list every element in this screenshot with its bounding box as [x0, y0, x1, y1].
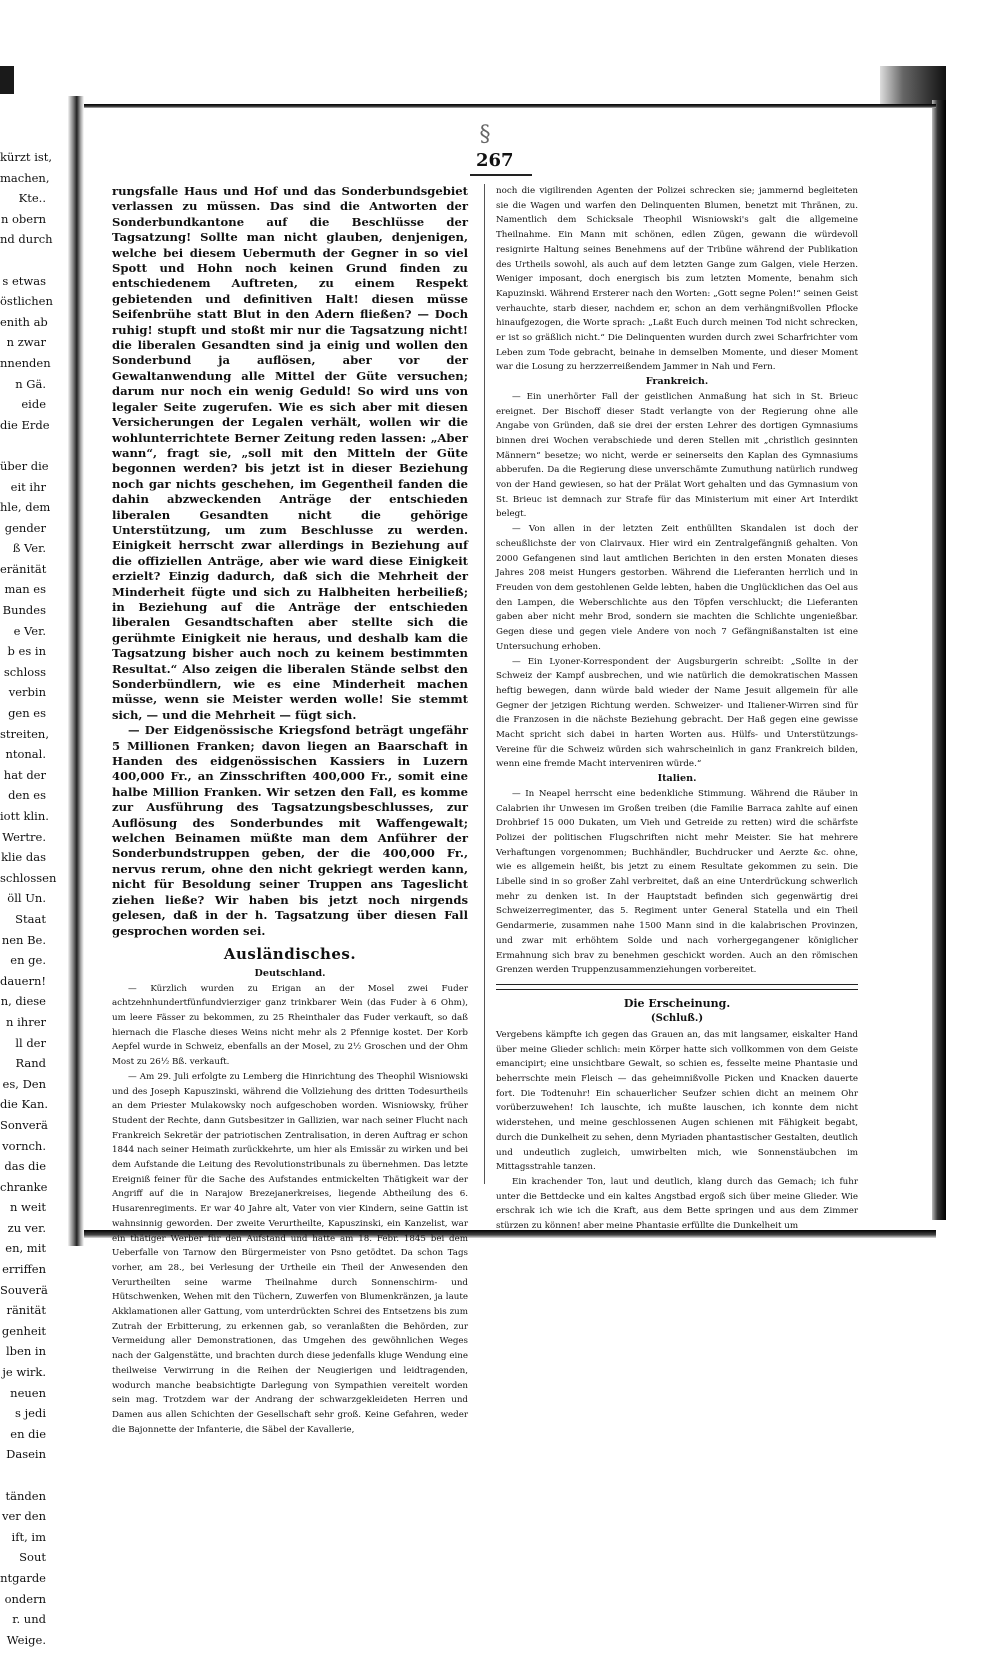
previous-page-fragment: n obern [0, 211, 46, 226]
scan-edge-right [932, 100, 946, 1220]
previous-page-fragment: verbin [8, 685, 46, 700]
previous-page-fragment: n Gä. [15, 376, 46, 391]
previous-page-fragment: n ihrer [6, 1014, 46, 1029]
previous-page-fragment: nen Be. [1, 932, 46, 947]
article-paragraph: — Von allen in der letzten Zeit enthüllten Skandalen ist doch der scheußlichste der von Clairvaux. Hier wird ein Zentralgefängniß gehalten. Von 2000 Gefangenen sind laut amtlichen Berichten in den ersten Monaten dieses Jahres 208 meist Hungers gestorben. Während die Lieferanten herrlich und in Freuden von dem gestohlenen Gelde lebten, haben die Unglücklichen das Oel aus den Lampen, die Weberschlichte aus den Töpfen verschluckt; die Lieferanten gaben aber nicht mehr Brod, sondern sie machten die Schlichte ungenießbar. Gegen diese und gegen viele Andere von noch 7 Gefängnißanstalten ist eine Untersuchung erhoben. [496, 524, 858, 652]
previous-page-fragment: chranke [0, 1179, 48, 1194]
previous-page-fragment: en, mit [5, 1241, 46, 1256]
previous-page-fragment: ß Ver. [12, 541, 46, 556]
previous-page-fragment: zu ver. [7, 1220, 46, 1235]
country-heading: Deutschland. [254, 967, 326, 979]
previous-page-fragment: nd durch [0, 232, 53, 247]
previous-page-fragment: gender [4, 520, 46, 535]
right-column [496, 184, 858, 1232]
scan-edge-top-right [880, 66, 946, 104]
previous-page-fragment: Weige. [6, 1632, 46, 1647]
previous-page-fragment: Rand [15, 1056, 46, 1071]
previous-page-fragment: eränität [0, 561, 47, 576]
previous-page-fragment: Staat [15, 911, 46, 926]
previous-page-fragment: östlichen [0, 294, 53, 309]
previous-page-fragment: gen es [8, 706, 46, 721]
article-paragraph: — Ein unerhörter Fall der geistlichen Anmaßung hat sich in St. Brieuc ereignet. Der Bischoff dieser Stadt verlangte von der Regierung ohne alle Angabe von Gründen, daß sie drei der ersten Lehrer des dortigen Gymnasiums binnen drei Wochen verabschiede und deren Stellen mit „christlich gesinnten Männern“ besetze; wo nicht, werde er seinerseits den Kaplan des Gymnasiums abberufen. Da die Regierung diese unverschämte Zumuthung natürlich rundweg von der Hand gewiesen, so hat der Prälat Wort gehalten und das Gymnasium von St. Brieuc ist demnach zur Strafe für das Ministerium mit einer Art Interdikt belegt. [496, 391, 858, 520]
page-fold-shadow [68, 96, 84, 1246]
previous-page-fragment: schloss [3, 664, 46, 679]
previous-page-fragment: nnenden [0, 355, 51, 370]
previous-page-fragment: je wirk. [2, 1365, 46, 1380]
top-border-rule [84, 104, 936, 108]
previous-page-fragment: s jedi [15, 1406, 46, 1421]
article-paragraph: — In Neapel herrscht eine bedenkliche Stimmung. Während die Räuber in Calabrien ihr Unwesen im Großen treiben (die Familie Barraca zahlte auf einen Drohbrief 15 000 Dukaten, um Vieh und Getreide zu retten) wird die schärfste Polizei der politischen Flugschriften nicht mehr Meister. Sie hat mehrere Verhaftungen vorgenommen; Buchhändler, Buchdrucker und Aerzte &c. ohne, wie es allgemein heißt, bis jetzt zu einem Resultate gekommen zu sein. Die Libelle sind in so großer Zahl verbreitet, daß an eine Unterdrückung schwerlich mehr zu denken ist. In der Hauptstadt befinden sich gegenwärtig drei Schweizerregimenter, das 5. Regiment unter General Statella und ein Theil Gendarmerie, zusammen nahe 1500 Mann sind in die kalabrischen Provinzen, und zwar mit erhöhtem Solde und nach vorhergegangener königlicher Ermahnung sich brav zu benehmen geschickt worden. Auch an den römischen Grenzen werden Truppenzusammenziehungen vorbereitet. [496, 788, 858, 976]
previous-page-sliver [0, 150, 57, 1647]
previous-page-fragment: Wertre. [2, 829, 46, 844]
previous-page-fragment: erriffen [2, 1262, 46, 1277]
previous-page-fragment: b es in [7, 644, 46, 659]
column-divider [484, 184, 485, 1184]
previous-page-fragment [0, 1468, 50, 1489]
story-title: Die Erscheinung. [623, 996, 731, 1010]
previous-page-fragment: das die [4, 1159, 46, 1174]
previous-page-fragment: hat der [3, 767, 46, 782]
previous-page-fragment: es, Den [2, 1076, 46, 1091]
section-separator [496, 984, 858, 990]
previous-page-fragment: über die [0, 458, 49, 473]
previous-page-fragment: e Ver. [13, 623, 46, 638]
previous-page-fragment: iott klin. [0, 809, 49, 823]
previous-page-fragment: lben in [6, 1344, 46, 1359]
country-heading: Frankreich. [645, 376, 709, 388]
previous-page-fragment: dauern! [0, 973, 46, 988]
article-paragraph: Ein krachender Ton, laut und deutlich, klang durch das Gemach; ich fuhr unter die Bettdecke und ein kaltes Angstbad ergoß sich über meine Glieder. Wie erschrak ich wie ich die Kraft, aus dem Bette springen und aus dem Zimmer stürzen zu können! aber meine Phantasie erfüllte die Dunkelheit um [496, 1177, 858, 1232]
previous-page-fragment: vornch. [2, 1138, 46, 1153]
previous-page-fragment: n weit [9, 1200, 46, 1215]
previous-page-fragment: ift, im [11, 1529, 46, 1544]
article-paragraph: Vergebens kämpfte ich gegen das Grauen an, das mit langsamer, eiskalter Hand über meine Glieder schlich: mein Körper hatte sich vollkommen von dem Geiste emancipirt; eine unsichtbare Gewalt, so schien es, fesselte meine Phantasie und beherrschte mein Fleisch — das geheimnißvolle Picken und Knacken dauerte fort. Die Todtenuhr! Ein schauerlicher Seufzer schien dicht an meinem Ohr vorüberzuwehen! Ich lauschte, ich mußte lauschen, ich konnte dem nicht widerstehen, und meine geschlossenen Augen schienen mit Fähigkeit begabt, durch die Dunkelheit zu sehen, denn Myriaden phantastischer Gestalten, deutlich und undeutlich zugleich, umwirbelten mich, wie Sonnenstäubchen im Mittagsstrahle tanzen. [496, 1029, 858, 1173]
previous-page-fragment: öll Un. [7, 891, 46, 906]
previous-page-fragment [0, 253, 50, 274]
article-paragraph: — Der Eidgenössische Kriegsfond beträgt ungefähr 5 Millionen Franken; davon liegen an Baarschaft in Handen des eidgenössischen Kassiers in Luzern 400,000 Fr., an Zinsschriften 400,000 Fr., somit eine halbe Million Franken. Wir setzen den Fall, es komme zur Ausführung des Tagsatzungsbeschlusses, zur Auflösung des Sonderbundes mit Waffengewalt; welchen Beinamen müßte man dem Anführer der Sonderbundstruppen geben, der die 400,000 Fr., nervus rerum, ohne den nicht gekriegt werden kann, nicht für Besoldung seiner Truppen ans Tageslicht ziehen ließe? Wir haben bis jetzt noch nirgends gelesen, daß in der h. Tagsatzung über diesen Fall gesprochen worden sei. [112, 723, 468, 938]
previous-page-fragment: streiten, [0, 726, 49, 741]
previous-page-fragment: Kte.. [18, 191, 46, 206]
previous-page-fragment: ntonal. [5, 747, 46, 762]
article-paragraph: — Ein Lyoner-Korrespondent der Augsburgerin schreibt: „Sollte in der Schweiz der Kampf ausbrechen, und wie natürlich die demokratischen Massen heftig bewegen, dann würde bald wieder der Name Jesuit allgemein für alle Gegner der jetzigen Richtung werden. Schweizer- und Italiener-Wirren sind für die Franzosen in die nächste Beziehung gebracht. Der Haß gegen eine gewisse Macht spricht sich dabei in harten Worten aus. Hülfs- und Unterstützungs-Vereine für die Schweiz würden sich wahrscheinlich in ganz Frankreich bilden, wenn eine fremde Macht interveniren würde.“ [496, 656, 858, 770]
previous-page-fragment: r. und [12, 1612, 46, 1627]
previous-page-fragment: genheit [1, 1323, 46, 1338]
section-heading: Ausländisches. [223, 944, 357, 963]
previous-page-fragment: s etwas [2, 273, 46, 288]
previous-page-fragment [0, 438, 50, 459]
previous-page-fragment: ränität [6, 1303, 46, 1318]
previous-page-fragment: neuen [10, 1385, 46, 1400]
previous-page-fragment: n zwar [6, 335, 46, 350]
previous-page-fragment: ntgarde [0, 1570, 46, 1585]
previous-page-fragment: tänden [5, 1488, 46, 1503]
previous-page-fragment: n, diese [0, 994, 46, 1009]
previous-page-fragment: ver den [1, 1509, 46, 1524]
article-paragraph: — Am 29. Juli erfolgte zu Lemberg die Hinrichtung des Theophil Wisniowski und des Joseph Kapuszinski, während die Vollziehung des dritten Todesurtheils an dem Priester Mulakowsky noch aufgeschoben worden. Wisniowsky, früher Student der Rechte, dann Gutsbesitzer in Gallizien, war nach seiner Flucht nach Frankreich Sekretär der patriotischen Zentralisation, in deren Auftrag er schon 1844 nach seiner Heimath zurückkehrte, um hier als Emissär zu wirken und bei dem Aufstande die Leitung des Revolutionstribunals zu übernehmen. Das letzte Ereigniß feiner für die Sache des Aufstandes entmickelten Thätigkeit war der Angriff auf die in Narajow Brezejanerkreises, liegende Abtheilung des 6. Husarenregiments. Er war 40 Jahre alt, Vater von vier Kindern, seine Gattin ist wahnsinnig geworden. Der zweite Verurtheilte, Kapuszinski, ein Kanzelist, war ein thätiger Werber für den Aufstand und hatte am 18. Febr. 1845 bei dem Ueberfalle von Tarnow den Bürgermeister von Psno getödtet. Da schon Tags vorher, am 28., bei Verlesung der Urtheile ein Theil der Anwesenden den Verurtheilten seine warme Theilnahme durch Sonnenschirm- und Hütschwenken, Wehen mit den Tüchern, Zuwerfen von Blumenkränzen, ja laute Akklamationen aller Gattung, vom unterdrückten Schrei des Entsetzens bis zum Zutrah der Erbitterung, zu erkennen gab, so veranlaßten die Behörden, zur Vermeidung aller Demonstrationen, das Umgehen des gewöhnlichen Weges nach der Galgenstätte, und brachten durch diese jedenfalls kluge Wendung eine theilweise Verwirrung in die Reihen der Neugierigen und leidtragenden, wodurch manche beabsichtigte Darlegung von Sympathien vereitelt worden sein mag. Trotzdem war der Andrang der schwarzgekleideten Herren und Damen aus allen Schichten der Gesellschaft sehr groß. Keine Gefahren, weder die Bajonnette der Infanterie, die Säbel der Kavallerie, [112, 1071, 468, 1435]
page-number: 267 [476, 150, 514, 171]
previous-page-fragment: den es [8, 788, 46, 803]
previous-page-fragment: Bundes [2, 603, 46, 618]
previous-page-fragment: machen, [0, 170, 50, 185]
previous-page-fragment: eit ihr [10, 479, 46, 494]
previous-page-fragment: kürzt ist, [0, 150, 53, 164]
previous-page-fragment: en ge. [10, 953, 46, 968]
previous-page-fragment: Souverä [0, 1282, 48, 1297]
article-paragraph: noch die vigilirenden Agenten der Polizei schrecken sie; jammernd begleiteten sie die Wagen und warfen den Delinquenten Blumen, benetzt mit Thränen, zu. Namentlich dem Schicksale Theophil Wisniowski's galt die allgemeine Theilnahme. Ein Mann mit schönen, edlen Zügen, gewann die würdevoll resignirte Haltung seines Benehmens auf der Tribüne während der Publikation des Urtheils sowohl, als auch auf dem letzten Gange zum Galgen, viele Herzen. Weniger imposant, doch energisch bis zum letzten Momente, benahm sich Kapuzinski. Während Ersterer nach den Worten: „Gott segne Polen!“ seinen Geist verhauchte, starb dieser, nachdem er, schon an dem verhängnißvollen Pflocke hinaufgezogen, die Worte sprach: „Laßt Euch durch meinen Tod nicht schrecken, er ist so gräßlich nicht.“ Die Delinquenten wurden durch zwei Scharfrichter vom Leben zum Tode gebracht, beinahe in demselben Momente, und dieser Moment war die Losung zu herzzerreißendem Jammer in Nah und Fern. [496, 186, 858, 373]
previous-page-fragment: klie das [1, 850, 46, 865]
story-subtitle: (Schluß.) [650, 1012, 704, 1024]
country-heading: Italien. [657, 773, 697, 785]
article-paragraph: rungsfalle Haus und Hof und das Sonderbundsgebiet verlassen zu müssen. Das sind die Antworten der Sonderbundkantone auf die Beschlüsse der Tagsatzung! Sollte man nicht glauben, denjenigen, welche bei diesem Uebermuth der Gegner in so viel Spott und Hohn noch keinen Grund finden zu entschiedenem Auftreten, zu einem Respekt gebietenden und definitiven Halt! diesen müsse Seifenbrühe statt Blut in den Adern fließen? — Doch ruhig! stupft und stoßt mir nur die Tagsatzung nicht! die liberalen Gesandten sind ja einig und wollen den Sonderbund ja auflösen, aber vor der Gewaltanwendung alle Mittel der Güte versuchen; darum nur noch ein wenig Geduld! So wird uns von legaler Seite zugerufen. Wie es sich aber mit diesen Versicherungen der Legalen verhält, wollen wir die wohlunterrichtete Berner Zeitung reden lassen: „Aber wann“, fragt sie, „soll mit den Mitteln der Güte begonnen werden? bis jetzt ist in dieser Beziehung noch gar nichts geschehen, im Gegentheil fanden die dahin abzweckenden Anträge der entschieden liberalen Gesandten nicht die gehörige Unterstützung, um zum Beschlusse zu werden. Einigkeit herrscht zwar allerdings in Beziehung auf die offiziellen Anträge, aber wie ward diese Einigkeit erzielt? Einzig dadurch, daß sich die Mehrheit der Minderheit fügte und sich zu Halbheiten herbeiließ; in Beziehung auf die Anträge der entschieden liberalen Gesandtschaften aber stellte sich die gerühmte Einigkeit nie heraus, und deshalb kam die Tagsatzung bisher auch noch zu keinem bestimmten Resultat.“ Also zeigen die liberalen Stände selbst den Sonderbündlern, wie es eine Minderheit machen müsse, wenn sie Meister werden wolle! Sie stemmt sich, — und die Mehrheit — fügt sich. [112, 184, 468, 722]
article-paragraph: — Kürzlich wurden zu Erigan an der Mosel zwei Fuder achtzehnhundertfünfundvierziger ganz trinkbarer Wein (das Fuder à 6 Ohm), um leere Fässer zu bekommen, zu 25 Rheinthaler das Fuder verkauft, so daß hiernach die Flasche dieses Weins nicht mehr als 2 Pfennige kostet. Der Korb Aepfel wurde in Schweiz, ebenfalls an der Mosel, zu 2½ Groschen und der Ohm Most zu 26½ Bß. verkauft. [112, 983, 468, 1068]
previous-page-fragment: man es [4, 582, 46, 597]
previous-page-fragment: ll der [15, 1035, 46, 1050]
previous-page-fragment: schlossen [0, 870, 57, 885]
previous-page-fragment: ondern [4, 1591, 46, 1606]
previous-page-fragment: die Erde [0, 417, 50, 432]
previous-page-fragment: die Kan. [0, 1097, 49, 1112]
previous-page-fragment: Sonverä [0, 1117, 48, 1132]
previous-page-fragment: Dasein [6, 1447, 46, 1462]
folio-ornament: § [479, 122, 491, 147]
previous-page-fragment: enith ab [0, 314, 48, 329]
left-column [112, 184, 468, 1435]
previous-page-fragment: en die [10, 1426, 46, 1441]
previous-page-fragment: hle, dem [0, 500, 51, 515]
previous-page-fragment: eide [21, 397, 46, 412]
header-rule [470, 174, 532, 176]
scan-edge-left [0, 66, 14, 94]
previous-page-fragment: Sout [19, 1550, 46, 1565]
